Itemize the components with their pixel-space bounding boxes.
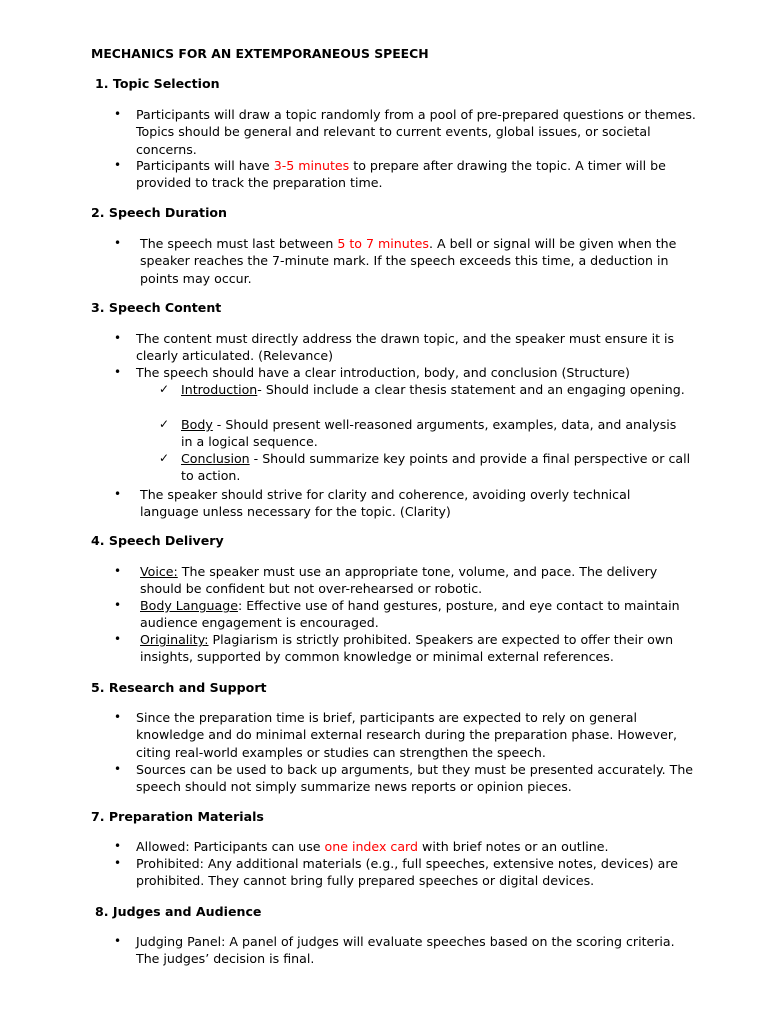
checkmark-icon: ✓ [159,417,170,431]
list-item: • Participants will draw a topic randomly from a pool of pre-prepared questions or themes. Topics should be general and relevant to current events, global issues, or societal concerns. [114,107,696,157]
section-heading-speech-content: 3. Speech Content [91,300,222,315]
bullet-icon: • [114,934,122,948]
bullet-icon: • [114,331,122,345]
section-heading-speech-delivery: 4. Speech Delivery [91,533,224,548]
section-heading-preparation-materials: 7. Preparation Materials [91,809,264,824]
list-item: • The content must directly address the drawn topic, and the speaker must ensure it is clearly articulated. (Relevance) [114,331,675,364]
highlighted-text: 5 to 7 minutes [337,236,429,251]
list-item: • Allowed: Participants can use one index card with brief notes or an outline. [114,839,609,854]
list-item: • The speech should have a clear introduction, body, and conclusion (Structure) [114,365,630,380]
highlighted-text: 3-5 minutes [273,158,350,173]
list-item: • Body Language: Effective use of hand gestures, posture, and eye contact to maintain audience engagement is encouraged. [114,598,680,631]
checkmark-icon: ✓ [159,451,170,465]
section-heading-topic-selection: 1. Topic Selection [95,76,220,91]
list-item: • Originality: Plagiarism is strictly prohibited. Speakers are expected to offer their own insights, supported by common knowledge or minimal external references. [114,632,674,665]
bullet-icon: • [114,107,122,121]
list-item: • Since the preparation time is brief, participants are expected to rely on general knowledge and do minimal external research during the preparation phase. However, citing real-world examples or studies can strengthen the speech. [114,710,678,760]
sub-list-item: ✓ Introduction- Should include a clear thesis statement and an engaging opening. [159,382,685,397]
bullet-icon: • [114,856,122,870]
section-heading-judges-and-audience: 8. Judges and Audience [95,904,262,919]
highlighted-text: one index card [324,839,419,854]
bullet-icon: • [114,158,122,172]
checkmark-icon: ✓ [159,382,170,396]
section-heading-speech-duration: 2. Speech Duration [91,205,227,220]
bullet-icon: • [114,564,122,578]
list-item: • Sources can be used to back up arguments, but they must be presented accurately. The speech should not simply summarize news reports or opinion pieces. [114,762,694,795]
list-item: • The speaker should strive for clarity and coherence, avoiding overly technical language unless necessary for the topic. (Clarity) [114,487,631,520]
bullet-icon: • [114,487,122,501]
list-item: • Prohibited: Any additional materials (e.g., full speeches, extensive notes, devices) are prohibited. They cannot bring fully prepared speeches or digital devices. [114,856,679,889]
list-item: • Judging Panel: A panel of judges will evaluate speeches based on the scoring criteria. The judges’ decision is final. [114,934,675,967]
bullet-icon: • [114,710,122,724]
sub-list-item: ✓ Conclusion - Should summarize key points and provide a final perspective or call to action. [159,451,691,484]
list-item: • The speech must last between 5 to 7 minutes. A bell or signal will be given when the speaker reaches the 7-minute mark. If the speech exceeds this time, a deduction in points may occur. [114,236,677,286]
bullet-icon: • [114,632,122,646]
bullet-icon: • [114,839,122,853]
bullet-icon: • [114,236,122,250]
bullet-icon: • [114,365,122,379]
bullet-icon: • [114,598,122,612]
list-item: • Participants will have 3-5 minutes to prepare after drawing the topic. A timer will be provided to track the preparation time. [114,158,666,191]
sub-list-item: ✓ Body - Should present well-reasoned arguments, examples, data, and analysis in a logical sequence. [159,417,677,450]
document-title: MECHANICS FOR AN EXTEMPORANEOUS SPEECH [91,46,429,61]
list-item: • Voice: The speaker must use an appropriate tone, volume, and pace. The delivery should be confident but not over-rehearsed or robotic. [114,564,658,597]
bullet-icon: • [114,762,122,776]
section-heading-research-and-support: 5. Research and Support [91,680,267,695]
